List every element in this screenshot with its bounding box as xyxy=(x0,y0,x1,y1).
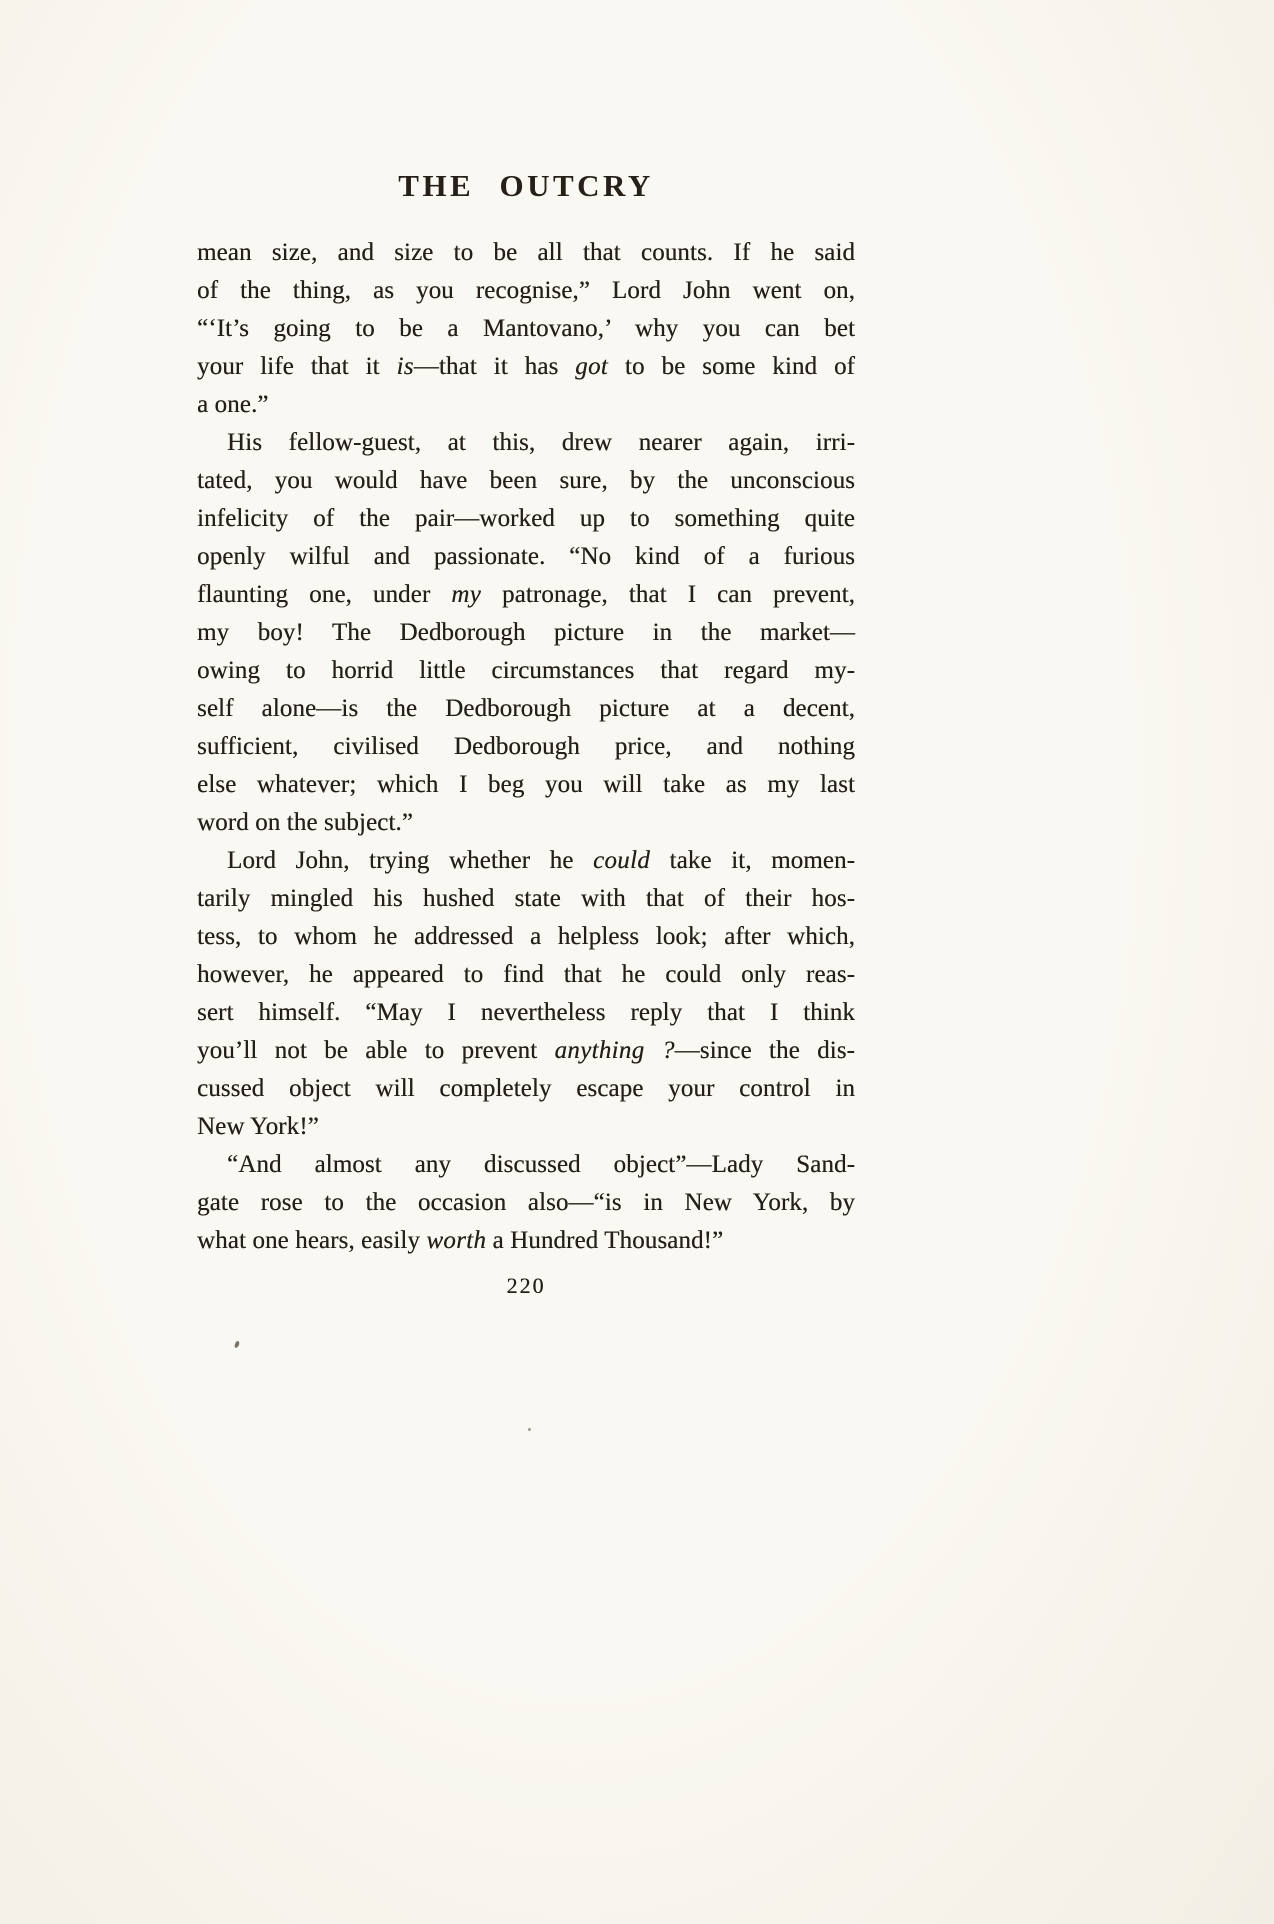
text-line: infelicity of the pair—worked up to something quite xyxy=(197,505,855,532)
text-line: tess, to whom he addressed a helpless look; after which, xyxy=(197,923,855,950)
text-line: tarily mingled his hushed state with that of their hos- xyxy=(197,885,855,912)
text-line: “And almost any discussed object”—Lady Sand- xyxy=(227,1151,855,1178)
body-text xyxy=(197,234,855,1260)
text-line: sert himself. “May I nevertheless reply that I think xyxy=(197,999,855,1026)
scan-artifact-speck xyxy=(528,1428,531,1431)
text-line: else whatever; which I beg you will take as my last xyxy=(197,771,855,798)
text-line: a one.” xyxy=(197,391,269,418)
paragraph xyxy=(197,1146,855,1260)
text-line: of the thing, as you recognise,” Lord John went on, xyxy=(197,277,855,304)
text-line: cussed object will completely escape your control in xyxy=(197,1075,855,1102)
text-line: mean size, and size to be all that counts. If he said xyxy=(197,239,855,266)
running-head-title: THE OUTCRY xyxy=(398,168,654,203)
text-line: gate rose to the occasion also—“is in New York, by xyxy=(197,1189,855,1216)
text-line: your life that it is—that it has got to be some kind of xyxy=(197,353,855,380)
page-number: 220 xyxy=(506,1273,546,1298)
scan-artifact-speck xyxy=(234,1341,240,1349)
text-line: tated, you would have been sure, by the unconscious xyxy=(197,467,855,494)
text-line: my boy! The Dedborough picture in the market— xyxy=(197,619,855,646)
text-line: “‘It’s going to be a Mantovano,’ why you can bet xyxy=(197,315,855,342)
text-line: flaunting one, under my patronage, that I can prevent, xyxy=(197,581,855,608)
paragraph xyxy=(197,424,855,842)
page-content xyxy=(197,168,855,1300)
text-line: you’ll not be able to prevent anything ?—since the dis- xyxy=(197,1037,855,1064)
text-line: Lord John, trying whether he could take it, momen- xyxy=(227,847,855,874)
text-line: sufficient, civilised Dedborough price, and nothing xyxy=(197,733,855,760)
text-line: His fellow-guest, at this, drew nearer again, irri- xyxy=(227,429,855,456)
paragraph xyxy=(197,842,855,1146)
paragraph xyxy=(197,234,855,424)
text-line: New York!” xyxy=(197,1113,319,1140)
text-line: word on the subject.” xyxy=(197,809,413,836)
text-line: however, he appeared to find that he could only reas- xyxy=(197,961,855,988)
text-line: owing to horrid little circumstances that regard my- xyxy=(197,657,855,684)
text-line: openly wilful and passionate. “No kind of a furious xyxy=(197,543,855,570)
text-line: what one hears, easily worth a Hundred Thousand!” xyxy=(197,1227,724,1254)
text-line: self alone—is the Dedborough picture at a decent, xyxy=(197,695,855,722)
